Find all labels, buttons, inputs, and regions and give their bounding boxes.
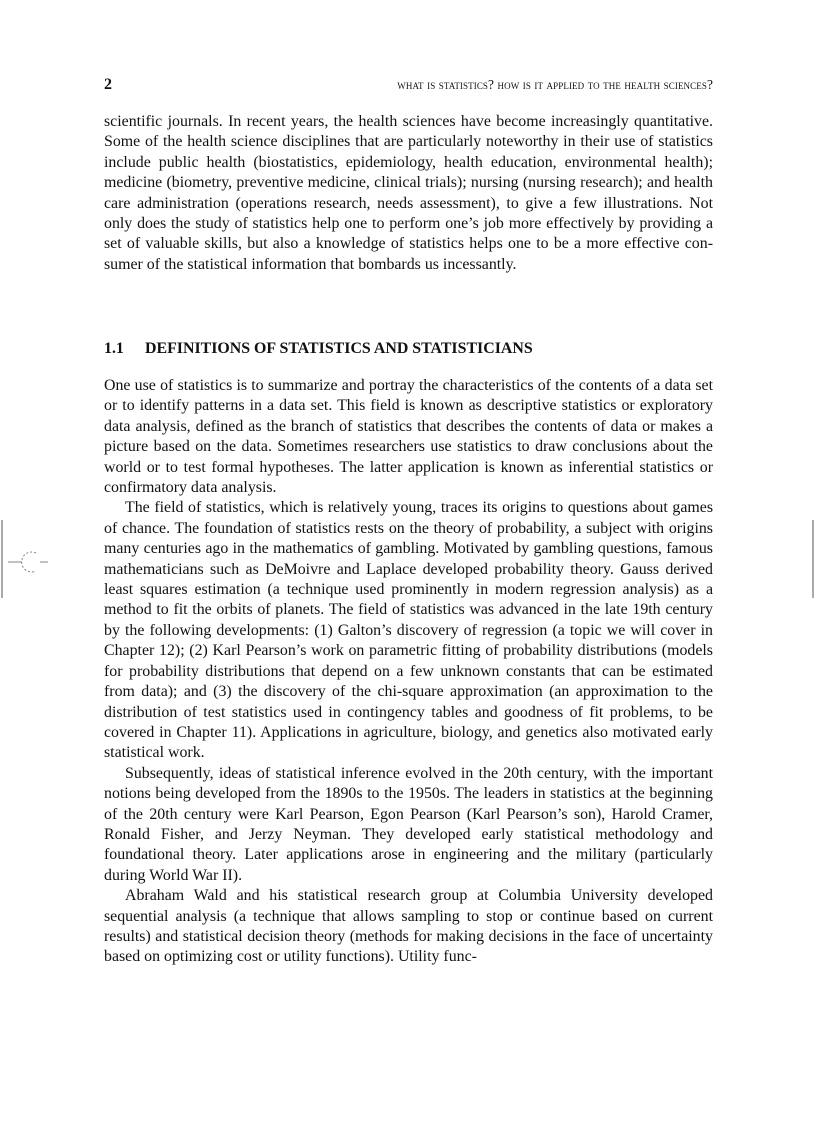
paragraph-descriptive-statistics: One use of statistics is to summarize and portray the characteristics of the contents of a data set or to identify patterns in a data set. This field is known as descriptive statistics or exploratory data analysis, defined as the branch of statistics that describes the contents of data or makes a picture based on the data. Sometimes researchers use statistics to draw conclusions about the world or to test formal hypotheses. The latter application is known as inferential statistics or confirmatory data analysis. bbox=[104, 377, 713, 497]
registration-target-icon bbox=[8, 552, 48, 572]
section-heading bbox=[104, 339, 533, 359]
paragraph-statistical-inference: Subsequently, ideas of statistical inference evolved in the 20th century, with the important notions being developed from the 1890s to the 1950s. The leaders in statistics at the beginning of the 20th century were Karl Pearson, Egon Pearson (Karl Pearson’s son), Harold Cramer, Ronald Fisher, and Jerzy Neyman. They developed early statistical methodology and foundational theory. Later applications arose in engineering and the military (particularly during World War II). bbox=[104, 764, 713, 884]
running-title: what is statistics? how is it applied to the health sciences? bbox=[397, 77, 713, 92]
section-number: 1.1 bbox=[104, 340, 124, 357]
section-title: DEFINITIONS OF STATISTICS AND STATISTICIANS bbox=[145, 340, 533, 357]
paragraph-history-origins: The field of statistics, which is relatively young, traces its origins to questions about games of chance. The foundation of statistics rests on the theory of probability, a subject with origins many centuries ago in the mathematics of gambling. Motivated by gambling questions, famous mathematicians such as DeMoivre and Laplace developed probability theory. Gauss derived least squares estimation (a technique used prominently in modern regression analysis) as a method to fit the orbits of planets. The field of statistics was advanced in the late 19th century by the following developments: (1) Galton’s discovery of regression (a topic we will cover in Chapter 12); (2) Karl Pearson’s work on parametric fitting of probability distributions (models for probability distributions that depend on a few unknown constants that can be estimated from data); and (3) the discovery of the chi-square approximation (an approximation to the distribution of test statistics used in contingency tables and goodness of fit problems, to be covered in Chapter 11). Applications in agriculture, biology, and genetics also motivated early statistical work. bbox=[104, 499, 713, 762]
page-number: 2 bbox=[104, 76, 112, 93]
registration-marks bbox=[0, 520, 816, 600]
running-header bbox=[104, 76, 713, 94]
section-body bbox=[104, 376, 713, 968]
intro-paragraph-block bbox=[104, 112, 713, 275]
paragraph-wald-research: Abraham Wald and his statistical research group at Columbia University developed sequential analysis (a technique that allows sampling to stop or continue based on current results) and statistical decision theory (methods for making decisions in the face of uncertainty based on optimizing cost or utility functions). Utility func- bbox=[104, 887, 713, 966]
intro-paragraph: scientific journals. In recent years, the health sciences have become increasingly quantitative. Some of the health science disciplines that are particularly noteworthy in their use of statistics include public health (biostatistics, epidemiology, health education, environmental health); medicine (biometry, preventive medicine, clinical trials); nursing (nursing research); and health care administration (operations research, needs assessment), to give a few illustrations. Not only does the study of statistics help one to perform one’s job more effectively by providing a set of valuable skills, but also a knowledge of statistics helps one to be a more effective consumer of the statistical information that bombards us incessantly. bbox=[104, 113, 713, 273]
